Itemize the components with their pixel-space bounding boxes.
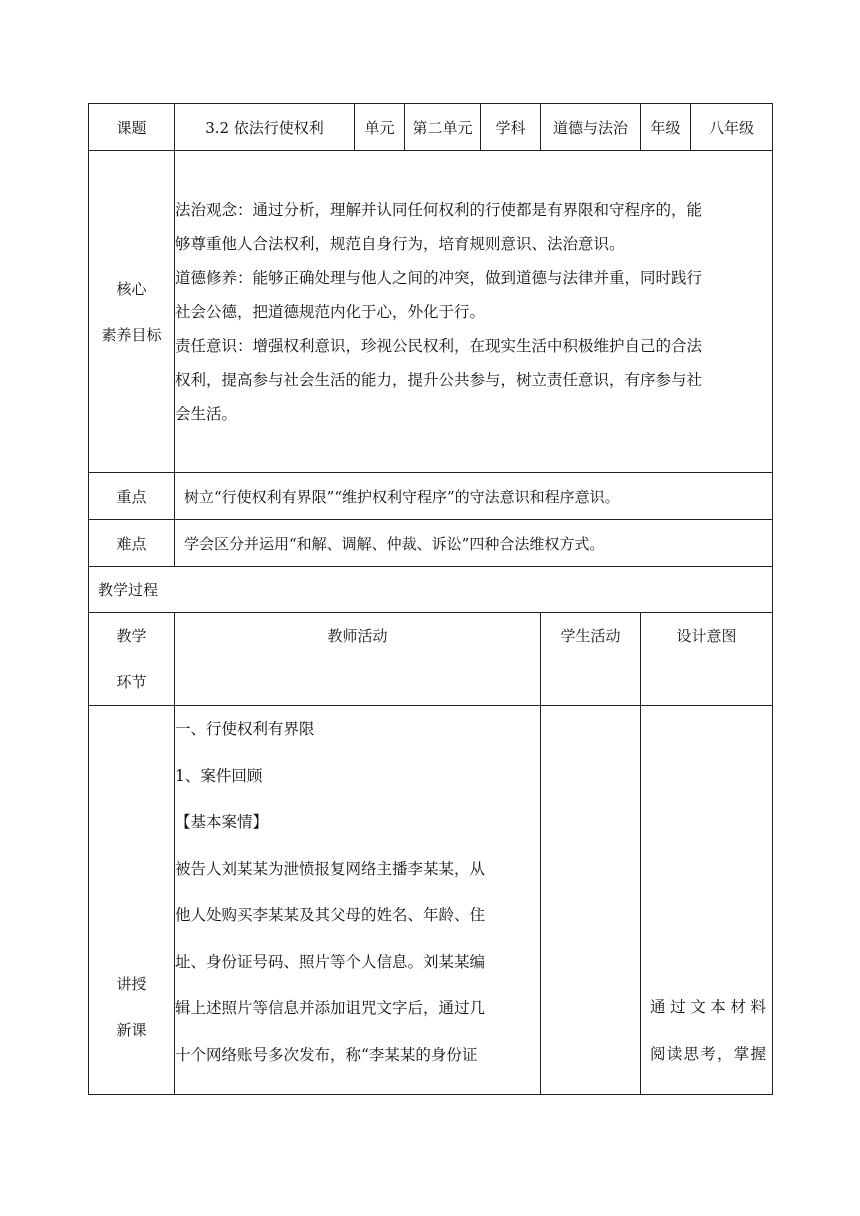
lesson-stage-line2: 新课: [116, 1021, 147, 1039]
lesson-row: [89, 706, 773, 1095]
intent-column-header: 设计意图: [641, 613, 773, 706]
goals-content: [175, 151, 773, 473]
stage-header-line2: 环节: [116, 673, 147, 691]
key-point-label: 重点: [89, 473, 175, 520]
subject-value: 道德与法治: [541, 104, 641, 151]
goals-row: [89, 151, 773, 473]
grade-value: 八年级: [691, 104, 773, 151]
lesson-plan-table: [88, 103, 773, 1095]
goal-line: 社会公德，把道德规范内化于心，外化于行。: [175, 302, 486, 321]
key-point-row: [89, 473, 773, 520]
process-title-row: [89, 567, 773, 613]
unit-label: 单元: [355, 104, 405, 151]
goals-label-line2: 素养目标: [101, 325, 162, 344]
stage-header-line1: 教学: [116, 627, 147, 645]
goal-line: 法治观念：通过分析，理解并认同任何权利的行使都是有界限和守程序的，能: [175, 200, 703, 219]
lesson-stage-line1: 讲授: [116, 975, 147, 993]
goal-line: 道德修养：能够正确处理与他人之间的冲突，做到道德与法律并重，同时践行: [175, 268, 703, 287]
student-column-header: 学生活动: [541, 613, 641, 706]
teacher-line: 址、身份证号码、照片等个人信息。刘某某编: [175, 952, 486, 971]
teacher-line: 【基本案情】: [175, 813, 269, 831]
teacher-line: 1、案件回顾: [175, 766, 263, 785]
design-intent: [641, 706, 773, 1095]
difficult-point-text: 学会区分并运用“和解、调解、仲裁、诉讼”四种合法维权方式。: [175, 520, 773, 567]
goals-label-line1: 核心: [116, 279, 147, 298]
header-row: [89, 104, 773, 151]
subject-label: 学科: [481, 104, 541, 151]
unit-value: 第二单元: [405, 104, 481, 151]
teacher-activity: [175, 706, 541, 1095]
stage-column-header: [89, 613, 175, 706]
process-header-row: [89, 613, 773, 706]
process-title: 教学过程: [89, 567, 773, 613]
difficult-point-row: [89, 520, 773, 567]
goals-label: [89, 151, 175, 473]
key-point-text: 树立“行使权利有界限”“维护权利守程序”的守法意识和程序意识。: [175, 473, 773, 520]
goal-line: 责任意识：增强权利意识，珍视公民权利，在现实生活中积极维护自己的合法: [175, 336, 703, 355]
topic-label: 课题: [89, 104, 175, 151]
difficult-point-label: 难点: [89, 520, 175, 567]
intent-line: 通过文本材料: [650, 998, 766, 1016]
goal-line: 权利，提高参与社会生活的能力，提升公共参与，树立责任意识，有序参与社: [175, 370, 703, 389]
teacher-line: 一、行使权利有界限: [175, 720, 315, 738]
teacher-line: 他人处购买李某某及其父母的姓名、年龄、住: [175, 906, 486, 924]
teacher-column-header: 教师活动: [175, 613, 541, 706]
goal-line: 会生活。: [175, 404, 238, 423]
teacher-line: 十个网络账号多次发布，称“李某某的身份证: [175, 1045, 478, 1064]
teacher-line: 辑上述照片等信息并添加诅咒文字后，通过几: [175, 999, 486, 1017]
student-activity: [541, 706, 641, 1095]
intent-line: 阅读思考，掌握: [650, 1044, 766, 1063]
teacher-line: 被告人刘某某为泄愤报复网络主播李某某，从: [175, 859, 486, 878]
topic-value: 3.2 依法行使权利: [175, 104, 355, 151]
grade-label: 年级: [641, 104, 691, 151]
lesson-stage: [89, 706, 175, 1095]
goal-line: 够尊重他人合法权利，规范自身行为，培育规则意识、法治意识。: [175, 234, 625, 253]
